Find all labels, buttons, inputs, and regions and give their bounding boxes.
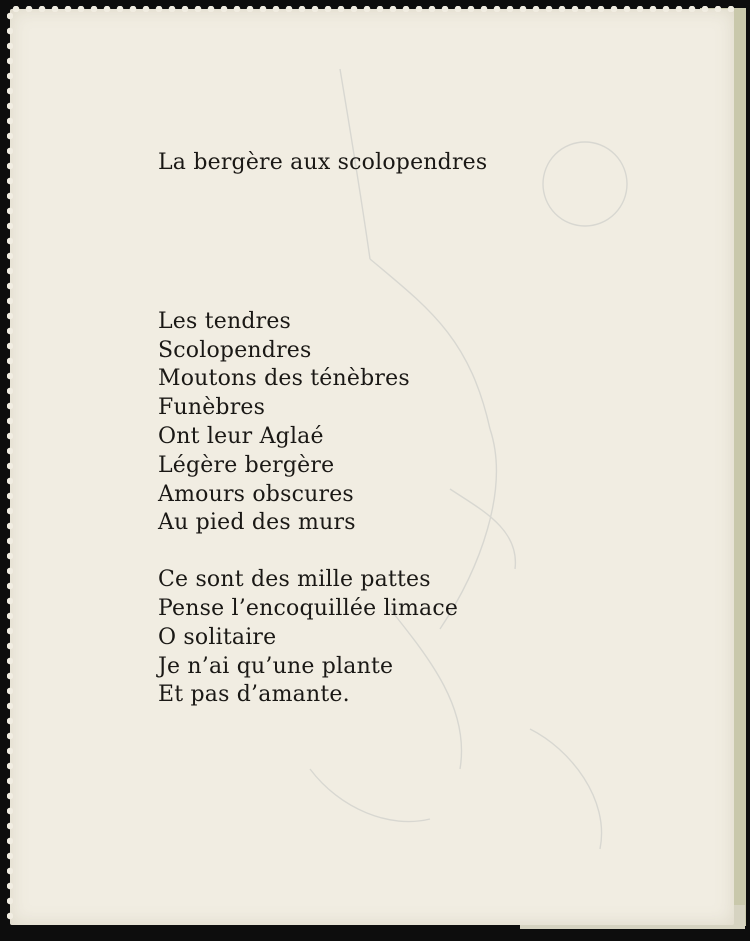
poem-title: La bergère aux scolopendres xyxy=(158,150,488,175)
poem-line: Scolopendres xyxy=(158,337,312,363)
poem-line: Légère bergère xyxy=(158,452,335,478)
poem-line: Amours obscures xyxy=(158,481,354,507)
poem-line: Je n’ai qu’une plante xyxy=(158,653,394,679)
poem-line: Moutons des ténèbres xyxy=(158,366,410,392)
poem-line: Au pied des murs xyxy=(158,510,356,536)
poem-line: Ce sont des mille pattes xyxy=(158,567,431,593)
poem-line: O solitaire xyxy=(158,624,277,650)
poem-line: Pense l’encoquillée limace xyxy=(158,595,459,621)
poem-line: Funèbres xyxy=(158,395,266,421)
stanza-1 xyxy=(158,308,487,538)
paper-page xyxy=(10,9,734,925)
stanza-2 xyxy=(158,566,487,710)
poem-line: Et pas d’amante. xyxy=(158,682,350,708)
poem-line: Les tendres xyxy=(158,308,292,334)
poem-line: Ont leur Aglaé xyxy=(158,423,324,449)
poem xyxy=(158,149,487,738)
